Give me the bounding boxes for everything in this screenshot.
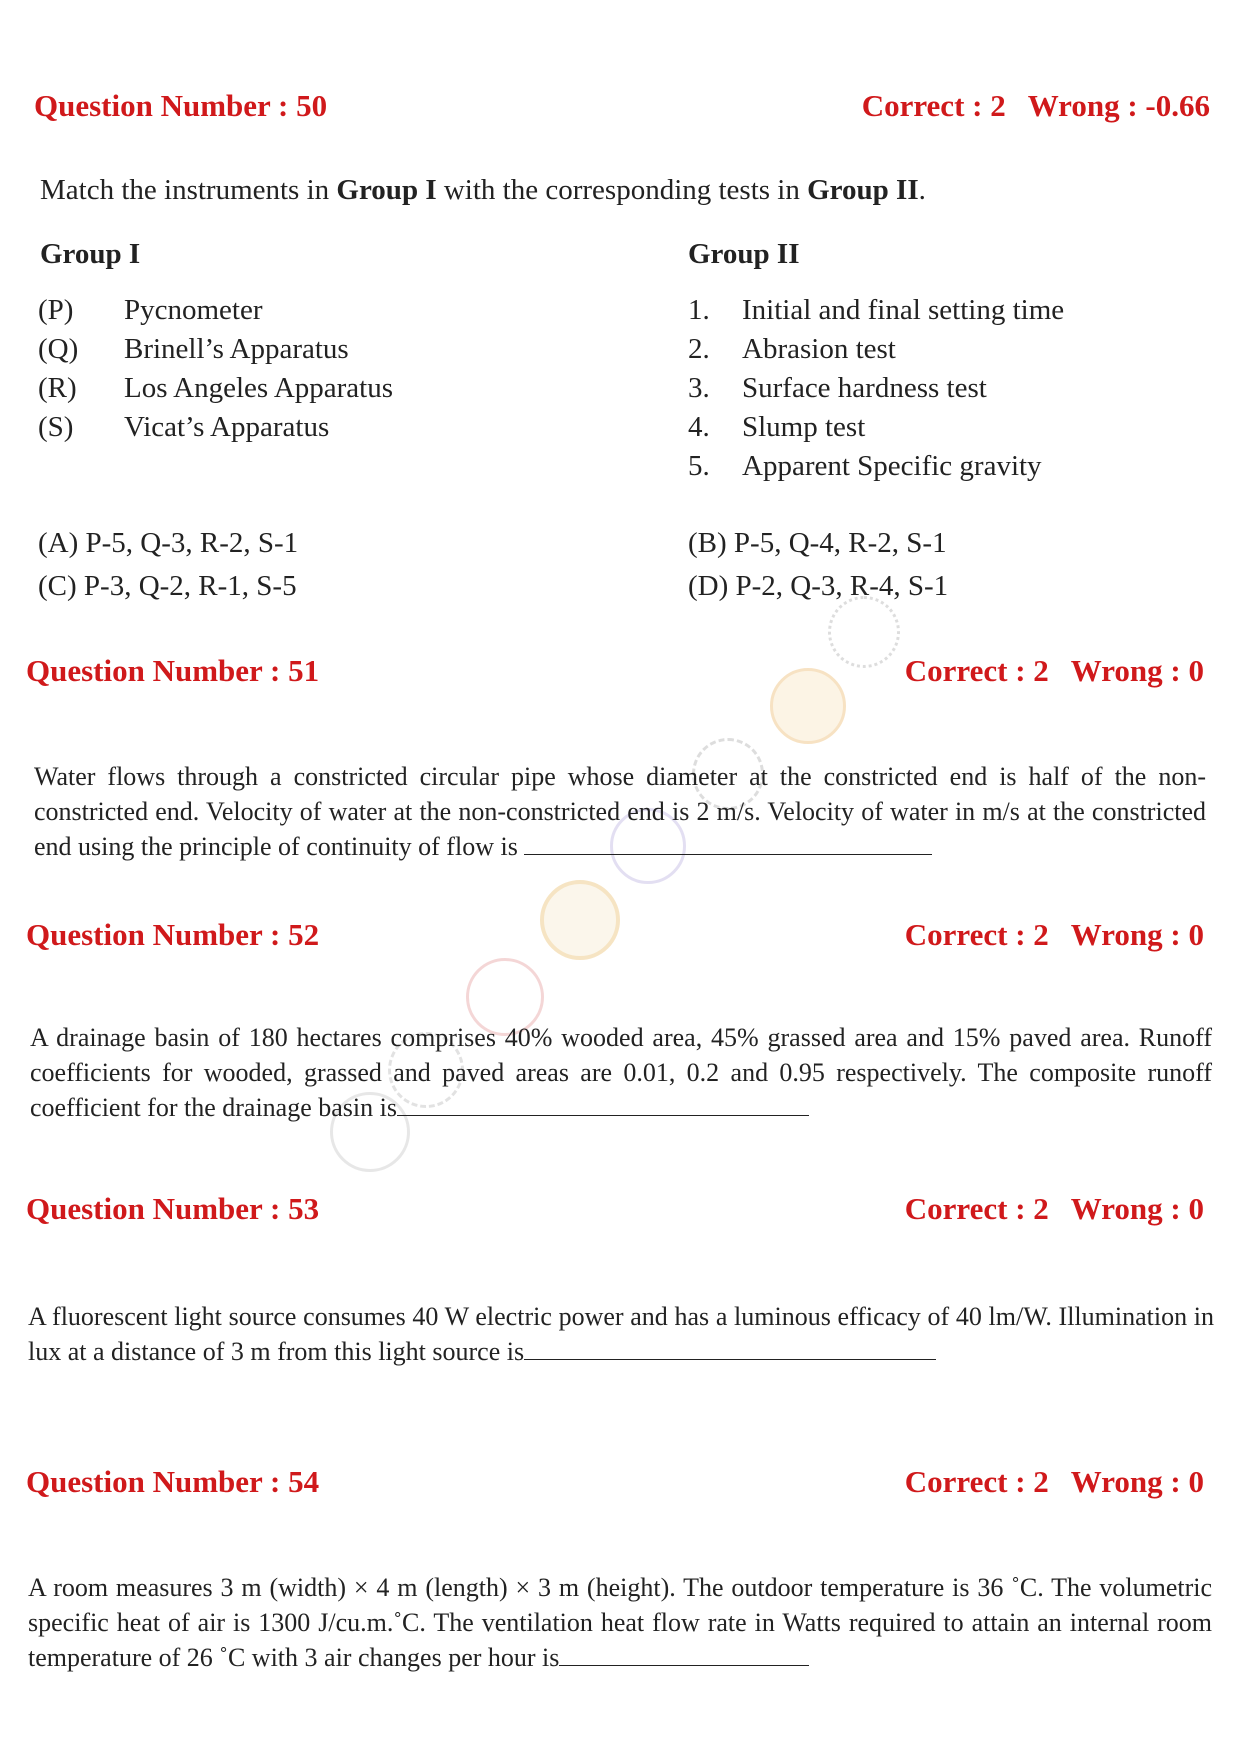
wrong-marks: Wrong : -0.66 [1027,88,1210,123]
correct-marks: Correct : 2 [904,653,1049,688]
question-number: Question Number : 53 [26,1191,320,1226]
list-item: 1. Initial and final setting time [688,294,1065,326]
list-item: (S) Vicat’s Apparatus [38,411,330,443]
question-stem: A room measures 3 m (width) × 4 m (length) × 3 m (height). The outdoor temperature is 36 ˚C. The volumetric specific heat of air is 1300 J/cu.m.˚C. The ventilation heat flow rate in Watts required to attain an internal room temperature of 26 ˚C with 3 air changes per hour is [28,1573,1212,1672]
list-item: 3. Surface hardness test [688,372,987,404]
wrong-marks: Wrong : 0 [1070,917,1204,952]
wrong-marks: Wrong : 0 [1070,1191,1204,1226]
question-number: Question Number : 50 [34,88,328,123]
marking-scheme [905,917,1204,953]
answer-blank[interactable] [524,830,932,855]
marking-scheme [905,1191,1204,1227]
answer-blank[interactable] [397,1091,809,1116]
option-d[interactable]: (D) P-2, Q-3, R-4, S-1 [688,570,949,602]
watermark-seal [540,880,620,960]
wrong-marks: Wrong : 0 [1070,653,1204,688]
question-stem: A drainage basin of 180 hectares comprises 40% wooded area, 45% grassed area and 15% paved area. Runoff coefficients for wooded, grassed and paved areas are 0.01, 0.2 and 0.95 respectively. The composite runoff coefficient for the drainage basin is [30,1023,1212,1122]
answer-blank[interactable] [524,1335,936,1360]
list-item: 5. Apparent Specific gravity [688,450,1042,482]
list-item: (P) Pycnometer [38,294,263,326]
question-number: Question Number : 52 [26,917,320,952]
options-left [38,522,298,608]
list-item: 2. Abrasion test [688,333,896,365]
group1-list [38,291,393,447]
marking-scheme [905,1464,1204,1500]
options-right [688,522,948,608]
marking-scheme [862,88,1210,124]
list-item: (R) Los Angeles Apparatus [38,372,394,404]
question-number: Question Number : 54 [26,1464,320,1499]
group1-title: Group I [40,238,141,270]
group2-title: Group II [688,238,800,270]
wrong-marks: Wrong : 0 [1070,1464,1204,1499]
group2-list [688,291,1064,486]
option-a[interactable]: (A) P-5, Q-3, R-2, S-1 [38,527,299,559]
option-b[interactable]: (B) P-5, Q-4, R-2, S-1 [688,527,947,559]
correct-marks: Correct : 2 [904,1464,1049,1499]
list-item: 4. Slump test [688,411,866,443]
question-stem: Match the instruments in Group I with the corresponding tests in Group II. [40,174,926,206]
correct-marks: Correct : 2 [904,1191,1049,1226]
marking-scheme [905,653,1204,689]
answer-blank[interactable] [559,1641,809,1666]
correct-marks: Correct : 2 [861,88,1006,123]
correct-marks: Correct : 2 [904,917,1049,952]
question-stem: A fluorescent light source consumes 40 W electric power and has a luminous efficacy of 40 lm/W. Illumination in lux at a distance of 3 m from this light source is [28,1302,1214,1366]
question-number: Question Number : 51 [26,653,320,688]
option-c[interactable]: (C) P-3, Q-2, R-1, S-5 [38,570,297,602]
watermark-seal [770,668,846,744]
question-stem: Water flows through a constricted circular pipe whose diameter at the constricted end is half of the non-constricted end. Velocity of water at the non-constricted end is 2 m/s. Velocity of water in m/s at the constricted end using the principle of continuity of flow is [34,762,1206,861]
list-item: (Q) Brinell’s Apparatus [38,333,349,365]
